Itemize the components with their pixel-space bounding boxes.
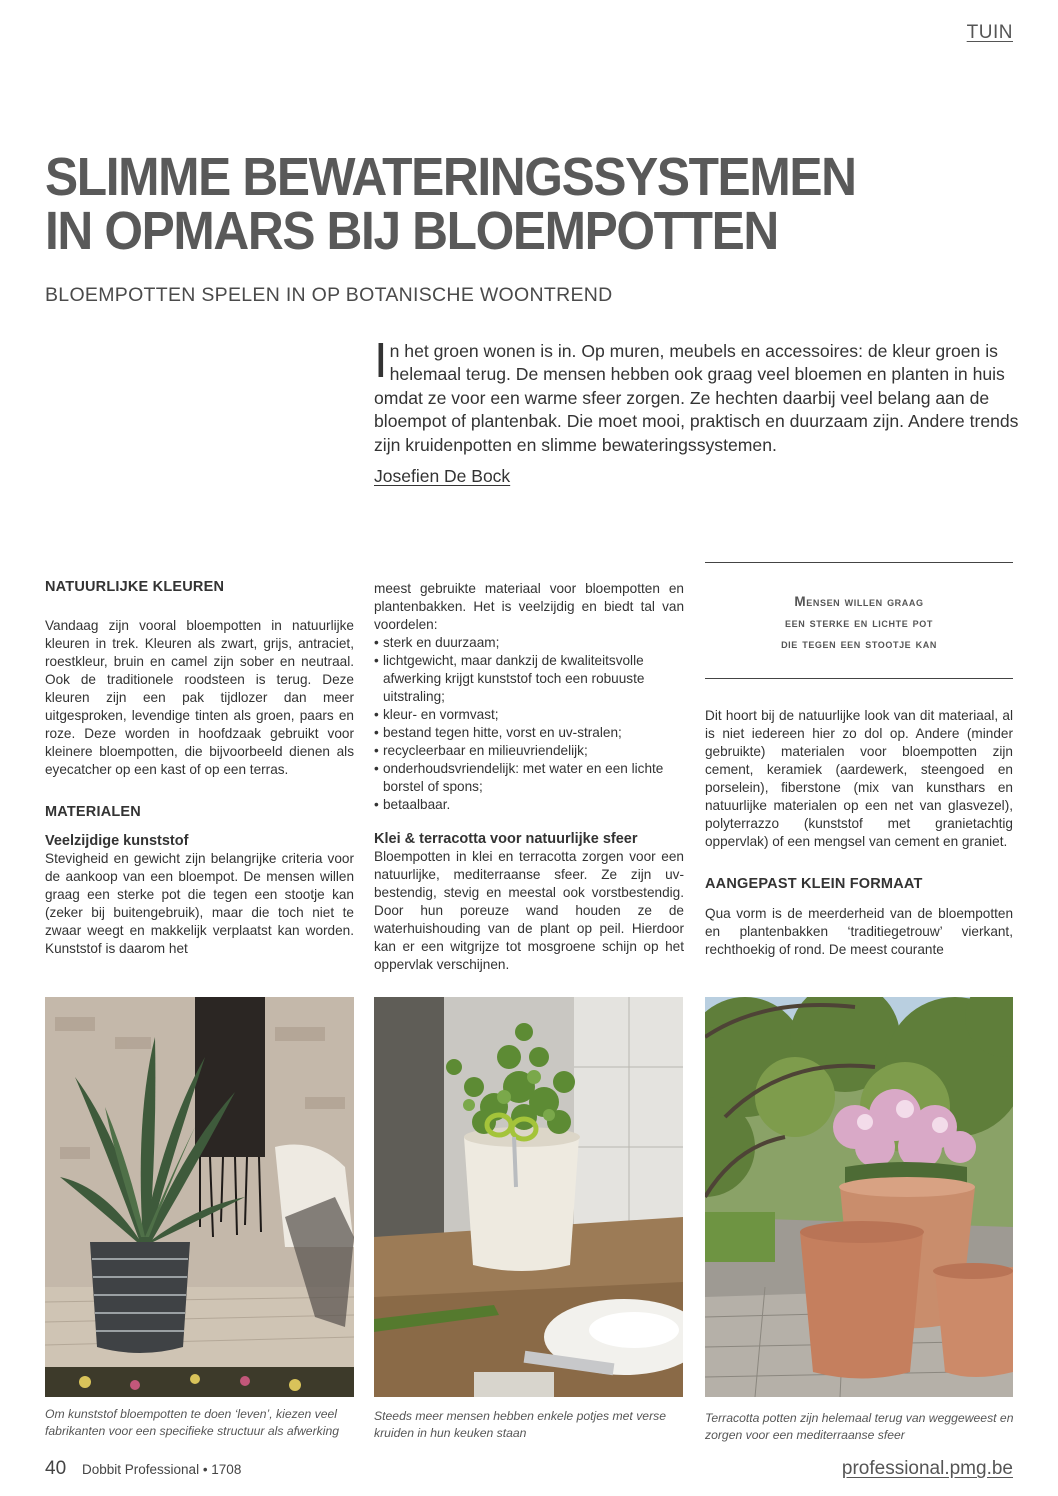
heading-aangepast-klein-formaat: AANGEPAST KLEIN FORMAAT	[705, 876, 923, 892]
headline-line-2: IN OPMARS BIJ BLOEMPOTTEN	[45, 201, 778, 261]
pull-quote	[705, 562, 1013, 679]
caption-photo-1: Om kunststof bloempotten te doen ‘leven’, kiezen veel fabrikanten voor een specifieke structuur als afwerking	[45, 1407, 340, 1438]
quote-line-2: een sterke en lichte pot	[785, 615, 933, 630]
page-number: 40	[45, 1458, 67, 1479]
intro-paragraph	[374, 334, 1019, 457]
column-2	[374, 580, 684, 974]
heading-klei-terracotta: Klei & terracotta voor natuurlijke sfeer	[374, 831, 638, 847]
photo-terracotta-pots	[705, 997, 1013, 1397]
list-item: • sterk en duurzaam;	[374, 634, 684, 652]
quote-line-3: die tegen een stootje kan	[781, 636, 937, 651]
column-1	[45, 578, 354, 958]
paragraph-klei: Bloempotten in klei en terracotta zorgen voor een natuurlijke, mediterraanse sfeer. Ze zijn uv-bestendig, stevig en meestal ook vorstbestendig. Door hun poreuze wand houden ze de waterhuishouding van de plant op peil. Hierdoor kan er een witgrijze tot mosgroene schijn op het oppervlak verschijnen.	[374, 849, 684, 972]
subtitle: BLOEMPOTTEN SPELEN IN OP BOTANISCHE WOONTREND	[45, 284, 613, 306]
headline-line-1: SLIMME BEWATERINGSSYSTEMEN	[45, 147, 856, 207]
heading-veelzijdige-kunststof: Veelzijdige kunststof	[45, 833, 189, 849]
list-item: • betaalbaar.	[374, 796, 684, 814]
website-link[interactable]: professional.pmg.be	[841, 1458, 1013, 1479]
list-item: • onderhoudsvriendelijk: met water en een lichte borstel of spons;	[374, 760, 684, 796]
paragraph-natuurlijke-kleuren: Vandaag zijn vooral bloempotten in natuurlijke kleuren in trek. Kleuren als zwart, grijs, antraciet, roestkleur, bruin en camel zijn sober en neutraal. Ook de traditionele roodsteen is terug. Deze kleuren zijn een pak tijdlozer dan meer uitgesproken, levendige tinten als groen, paars en roze. Deze worden in hoofdzaak gebruikt voor kleinere bloempotten, die bijvoorbeeld dienen als eyecatcher op een kast of op een terras.	[45, 618, 354, 777]
headline	[45, 147, 856, 261]
quote-line-1: Mensen willen graag	[794, 594, 924, 609]
photo-herb-pot	[374, 997, 683, 1397]
magazine-issue: Dobbit Professional • 1708	[82, 1462, 242, 1477]
column-3	[705, 707, 1013, 959]
heading-materialen: MATERIALEN	[45, 804, 141, 820]
paragraph-formaat: Qua vorm is de meerderheid van de bloempotten en plantenbakken ‘traditiegetrouw’ vierkant, rechthoekig of rond. De meest courante	[705, 906, 1013, 957]
caption-photo-2: Steeds meer mensen hebben enkele potjes met verse kruiden in hun keuken staan	[374, 1409, 666, 1440]
author-link[interactable]: Josefien De Bock	[374, 466, 511, 486]
intro-text: n het groen wonen is in. Op muren, meubels en accessoires: de kleur groen is helemaal terug. De mensen hebben ook graag veel bloemen en planten in huis omdat ze voor een warme sfeer zorgen. Ze hechten daarbij veel belang aan de bloempot of plantenbak. Die moet mooi, praktisch en duurzaam zijn. Andere trends zijn kruidenpotten en slimme bewateringssystemen.	[374, 341, 1019, 455]
paragraph-kunststof: Stevigheid en gewicht zijn belangrijke criteria voor de aankoop van een bloempot. De mensen willen graag een sterke pot die tegen een stootje kan (zeker bij buitengebruik), maar die toch niet te zwaar weegt en makkelijk verplaatst kan worden. Kunststof is daarom het	[45, 851, 354, 956]
list-item: • bestand tegen hitte, vorst en uv-stralen;	[374, 724, 684, 742]
section-tag: TUIN	[966, 22, 1013, 43]
list-item: • lichtgewicht, maar dankzij de kwaliteitsvolle afwerking krijgt kunststof toch een robuuste uitstraling;	[374, 652, 684, 706]
caption-photo-3: Terracotta potten zijn helemaal terug van weggeweest en zorgen voor een mediterraanse sfeer	[705, 1411, 1014, 1442]
paragraph-materials-look: Dit hoort bij de natuurlijke look van dit materiaal, al is niet iedereen hier zo dol op. Andere (minder gebruikte) materialen voor bloempotten zijn cement, keramiek (aardewerk, steengoed en porselein), fiberstone (mix van kunsthars en natuurlijke materialen op een net van glasvezel), polyterrazzo (kunststof met granietachtig oppervlak) of een mengsel van cement en graniet.	[705, 708, 1013, 849]
list-item: • recycleerbaar en milieuvriendelijk;	[374, 742, 684, 760]
list-item: • kleur- en vormvast;	[374, 706, 684, 724]
heading-natuurlijke-kleuren: NATUURLIJKE KLEUREN	[45, 579, 225, 595]
advantages-list	[374, 634, 684, 814]
paragraph-kunststof-continued: meest gebruikte materiaal voor bloempotten en plantenbakken. Het is veelzijdig en biedt tal van voordelen:	[374, 581, 684, 632]
photo-plant-grey-pot	[45, 997, 354, 1397]
dropcap: I	[374, 334, 388, 388]
